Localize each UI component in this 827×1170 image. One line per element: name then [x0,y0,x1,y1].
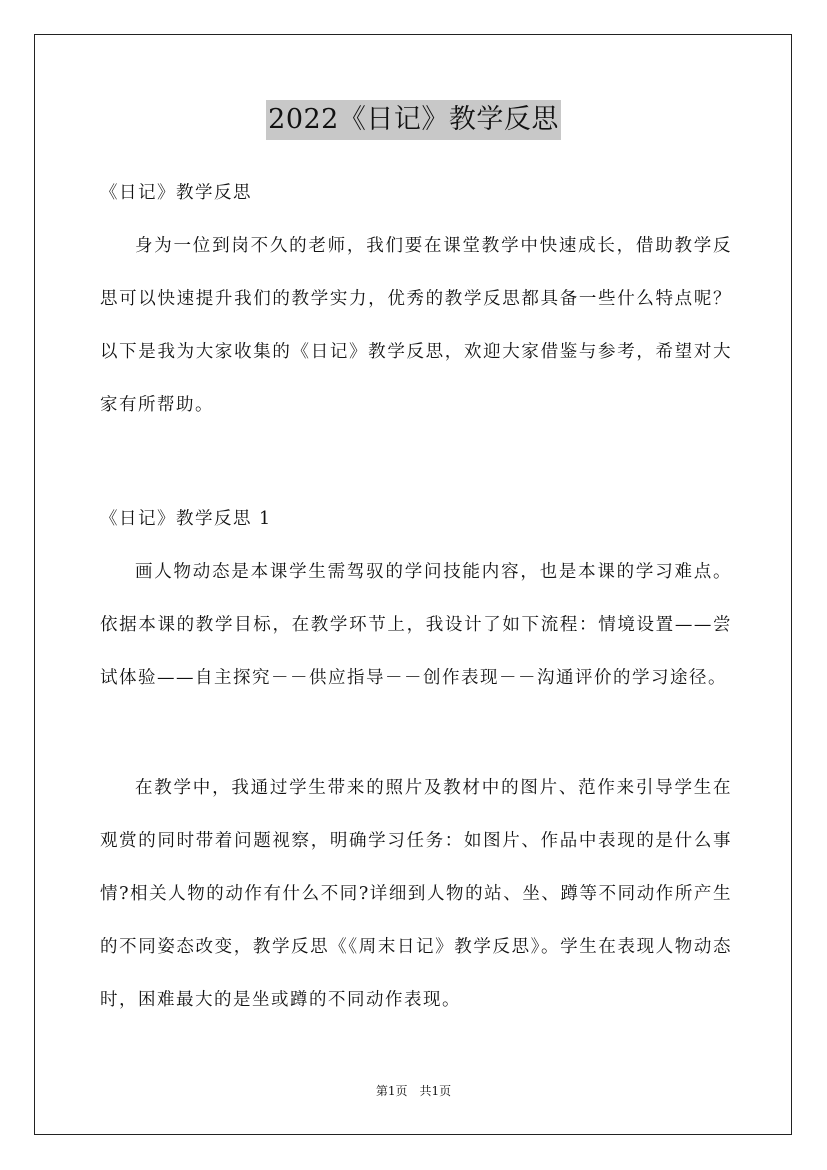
section1-paragraph-2: 在教学中，我通过学生带来的照片及教材中的图片、范作来引导学生在观赏的同时带着问题视察，明确学习任务：如图片、作品中表现的是什么事情?相关人物的动作有什么不同?详细到人物的站、坐、蹲等不同动作所产生的不同姿态改变，教学反思《《周末日记》教学反思》。学生在表现人物动态时，困难最大的是坐或蹲的不同动作表现。 [100,778,732,1010]
page-footer [0,1083,827,1099]
page-number: 第1页 [375,1084,408,1098]
document-title-wrapper [0,100,827,140]
intro-paragraph: 身为一位到岗不久的老师，我们要在课堂教学中快速成长，借助教学反思可以快速提升我们的教学实力，优秀的教学反思都具备一些什么特点呢？以下是我为大家收集的《日记》教学反思，欢迎大家借鉴与参考，希望对大家有所帮助。 [100,236,732,415]
intro-heading: 《日记》教学反思 [100,183,252,203]
section1-paragraph-1: 画人物动态是本课学生需驾驭的学问技能内容，也是本课的学习难点。依据本课的教学目标，在教学环节上，我设计了如下流程：情境设置——尝试体验——自主探究－－供应指导－－创作表现－－沟通评价的学习途径。 [100,562,732,688]
section1-heading: 《日记》教学反思 1 [100,509,272,529]
total-pages: 共1页 [419,1084,452,1098]
document-title: 2022《日记》教学反思 [266,100,561,140]
